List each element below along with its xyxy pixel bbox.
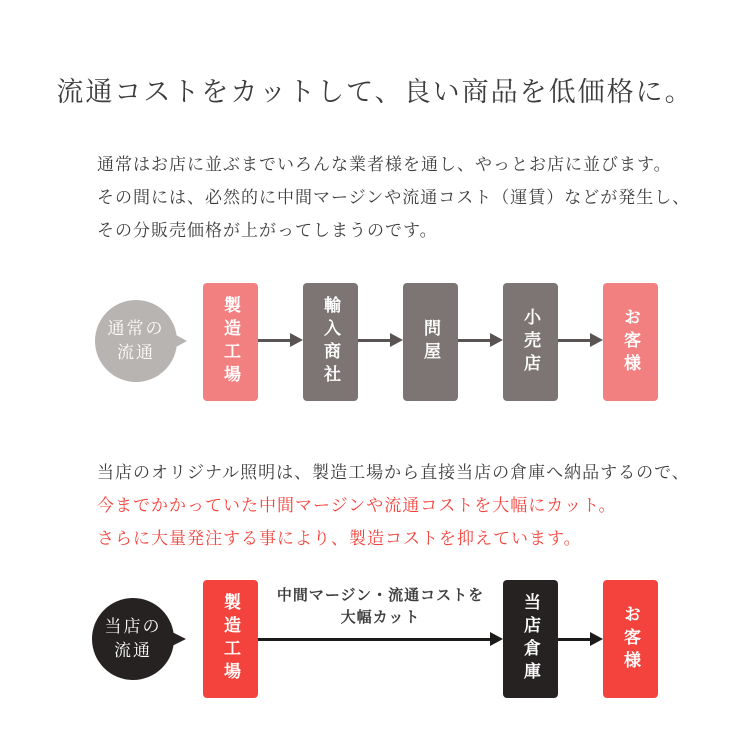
- our-flow-bubble: [92, 598, 174, 680]
- step-box-customer: [603, 580, 658, 698]
- our-flow-bubble-line-2: 流通: [114, 641, 152, 660]
- flow-arrow-icon: [258, 638, 490, 641]
- step-label: お客様: [621, 307, 640, 377]
- step-label: 小売店: [521, 307, 540, 377]
- our-flow-bubble-line-1: 当店の: [104, 617, 162, 636]
- normal-flow-bubble-line-2: 流通: [117, 343, 155, 362]
- step-box-our-warehouse: [503, 580, 558, 698]
- step-label: 輸入商社: [321, 296, 340, 388]
- flow-arrow-icon: [558, 638, 590, 641]
- bubble-tail-icon: [165, 329, 187, 353]
- arrow-caption: [258, 585, 503, 629]
- explain-line-1: 当店のオリジナル照明は、製造工場から直接当店の倉庫へ納品するので、: [97, 463, 690, 482]
- step-box-factory: [203, 283, 258, 401]
- intro-line-1: 通常はお店に並ぶまでいろんな業者様を通し、やっとお店に並びます。: [97, 155, 672, 174]
- step-box-importer: [303, 283, 358, 401]
- step-label: 問屋: [421, 319, 440, 365]
- step-label: お客様: [621, 604, 640, 674]
- normal-flow-bubble-line-1: 通常の: [107, 319, 165, 338]
- step-box-wholesaler: [403, 283, 458, 401]
- bubble-tail-icon: [162, 627, 186, 651]
- arrow-caption-line-1: 中間マージン・流通コストを: [276, 587, 485, 604]
- step-label: 製造工場: [221, 296, 240, 388]
- arrow-caption-line-2: 大幅カット: [340, 609, 421, 626]
- intro-paragraph: [97, 148, 690, 247]
- step-label: 製造工場: [221, 593, 240, 685]
- flow-arrow-icon: [258, 339, 290, 342]
- step-label: 当店倉庫: [521, 593, 540, 685]
- intro-line-3: その分販売価格が上がってしまうのです。: [97, 221, 438, 240]
- page-title: 流通コストをカットして、良い商品を低価格に。: [56, 77, 694, 107]
- explain-paragraph: [97, 456, 690, 555]
- explain-line-3: さらに大量発注する事により、製造コストを抑えています。: [97, 529, 582, 548]
- step-box-factory: [203, 580, 258, 698]
- step-box-retailer: [503, 283, 558, 401]
- explain-line-2: 今までかかっていた中間マージンや流通コストを大幅にカット。: [97, 496, 617, 515]
- normal-flow-bubble: [95, 300, 177, 382]
- flow-arrow-icon: [358, 339, 390, 342]
- flow-arrow-icon: [558, 339, 590, 342]
- intro-line-2: その間には、必然的に中間マージンや流通コスト（運賃）などが発生し、: [97, 188, 691, 207]
- flow-arrow-icon: [458, 339, 490, 342]
- step-box-customer: [603, 283, 658, 401]
